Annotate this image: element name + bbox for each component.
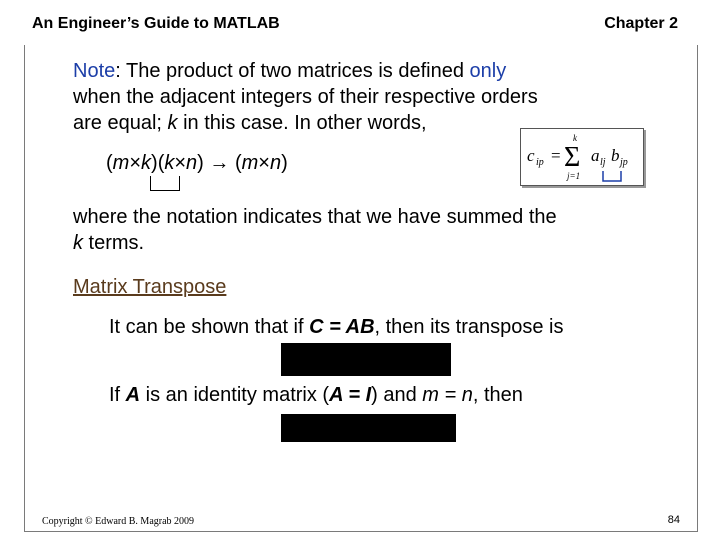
explanation-line-1: where the notation indicates that we have summed the: [73, 206, 557, 228]
header-title: An Engineer’s Guide to MATLAB: [32, 15, 280, 32]
note-line-2: when the adjacent integers of their respective orders: [73, 86, 538, 108]
note-line-1: Note: The product of two matrices is defined only: [73, 60, 507, 82]
sum-upper-limit: k: [573, 133, 577, 143]
matrix-orders-expression: (m×k)(k×n) → (m×n): [106, 152, 288, 174]
redacted-equation-2: [281, 414, 456, 442]
identity-statement: If A is an identity matrix (A = I) and m = n, then: [109, 384, 523, 406]
note-line-3: are equal; k in this case. In other words,: [73, 112, 427, 134]
formula-a-sub: lj: [600, 157, 606, 168]
chapter-label: Chapter 2: [604, 15, 678, 32]
page-number: 84: [667, 514, 680, 526]
formula-equals: =: [551, 146, 561, 165]
transpose-statement: It can be shown that if C = AB, then its transpose is: [109, 316, 564, 338]
matrix-transpose-heading[interactable]: Matrix Transpose: [73, 276, 227, 298]
formula-lhs-sub: ip: [536, 157, 544, 168]
formula-b: b: [611, 146, 620, 165]
arrow-icon: →: [209, 152, 230, 174]
formula-lhs: c: [527, 146, 535, 165]
summation-formula: [520, 128, 644, 186]
formula-bracket: [603, 171, 621, 181]
redacted-equation-1: [281, 343, 451, 376]
order-bracket: [150, 176, 180, 191]
note-emphasis: only: [469, 60, 507, 82]
note-label: Note: [73, 60, 116, 82]
formula-b-sub: jp: [620, 157, 628, 168]
copyright-notice: Copyright © Edward B. Magrab 2009: [42, 516, 195, 527]
sigma-symbol: Σ: [564, 142, 581, 173]
formula-a: a: [591, 146, 600, 165]
explanation-line-2: k terms.: [73, 232, 145, 254]
sum-lower-limit: j=1: [567, 171, 581, 181]
